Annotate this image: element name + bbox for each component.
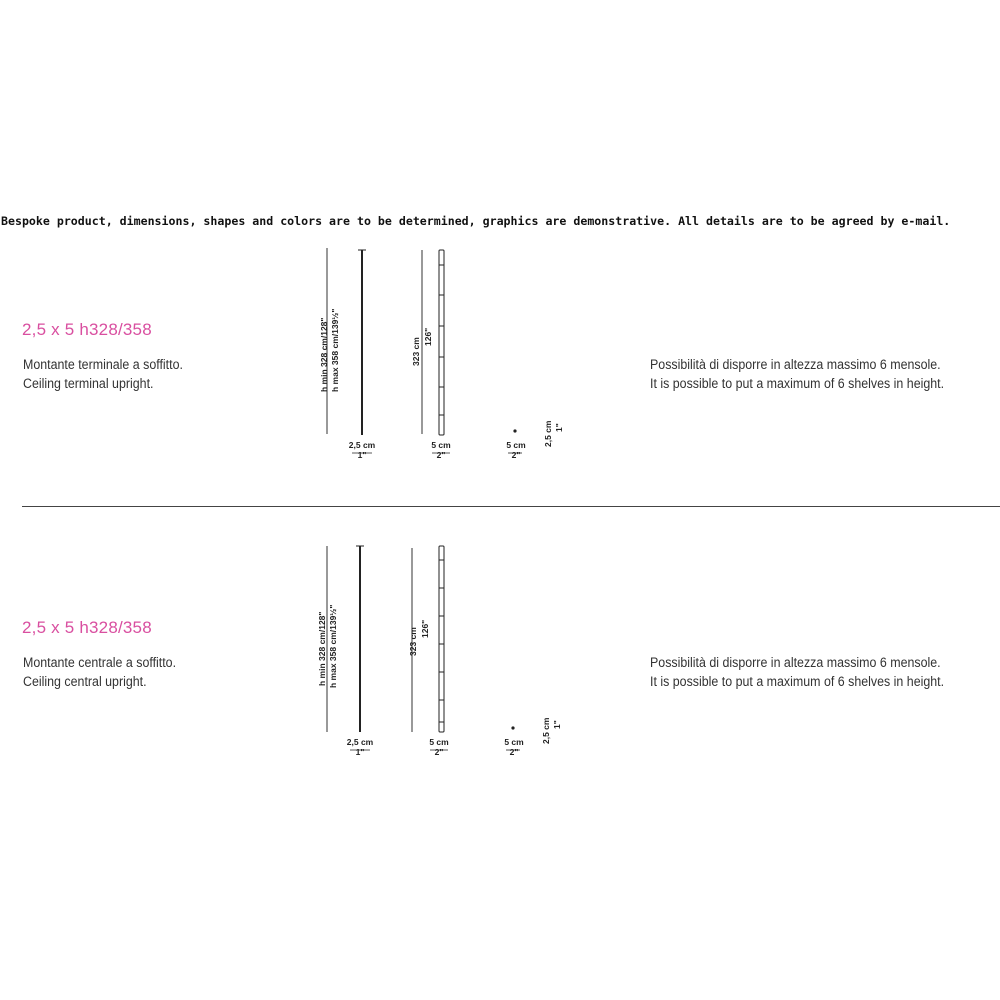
product-section-central	[0, 538, 1000, 788]
description-italian: Montante terminale a soffitto.	[23, 357, 183, 372]
product-description	[23, 653, 176, 691]
description-english: Ceiling terminal upright.	[23, 376, 154, 391]
product-code: 2,5 x 5 h328/358	[22, 618, 152, 637]
note-english: It is possible to put a maximum of 6 shelves in height.	[650, 376, 945, 391]
upright-side-view	[439, 250, 444, 435]
section-view	[511, 726, 514, 729]
note-italian: Possibilità di disporre in altezza massimo 6 mensole.	[650, 655, 941, 670]
side-height-cm-label: 323 cm	[411, 337, 421, 366]
shelf-note	[650, 355, 944, 393]
depth-cm-label: 2,5 cm	[541, 717, 551, 744]
product-description	[23, 355, 183, 393]
upright-front-view	[361, 250, 363, 435]
height-min-label: h min 328 cm/128"	[319, 317, 329, 392]
description-italian: Montante centrale a soffitto.	[23, 655, 177, 670]
disclaimer-text: Bespoke product, dimensions, shapes and colors are to be determined, graphics are demonstrative. All details are to be agreed by e-mail.	[1, 214, 951, 228]
shelf-note	[650, 653, 944, 691]
side-height-in-label: 126"	[423, 327, 433, 346]
depth-in-label: 1"	[552, 720, 562, 729]
section-divider	[22, 506, 1000, 507]
height-min-label: h min 328 cm/128"	[317, 611, 327, 686]
width-section-label: 5 cm 2"	[506, 440, 526, 460]
side-height-cm-label: 323 cm	[408, 627, 418, 656]
section-view	[513, 429, 516, 432]
upright-front-view	[359, 546, 361, 732]
width-front-label: 2,5 cm 1"	[346, 737, 374, 757]
upright-side-view	[439, 546, 444, 732]
width-side-label: 5 cm 2"	[431, 440, 451, 460]
width-front-label: 2,5 cm 1"	[348, 440, 376, 460]
height-max-label: h max 358 cm/139½"	[330, 308, 340, 392]
side-height-in-label: 126"	[420, 619, 430, 638]
height-max-label: h max 358 cm/139½"	[328, 604, 338, 688]
depth-cm-label: 2,5 cm	[543, 420, 553, 447]
depth-in-label: 1"	[554, 423, 564, 432]
product-code: 2,5 x 5 h328/358	[22, 320, 152, 339]
description-english: Ceiling central upright.	[23, 674, 147, 689]
width-side-label: 5 cm 2"	[429, 737, 449, 757]
product-section-terminal	[0, 240, 1000, 490]
width-section-label: 5 cm 2"	[504, 737, 524, 757]
note-english: It is possible to put a maximum of 6 shelves in height.	[650, 674, 945, 689]
technical-drawing	[300, 240, 600, 490]
note-italian: Possibilità di disporre in altezza massimo 6 mensole.	[650, 357, 941, 372]
technical-drawing	[300, 538, 600, 788]
